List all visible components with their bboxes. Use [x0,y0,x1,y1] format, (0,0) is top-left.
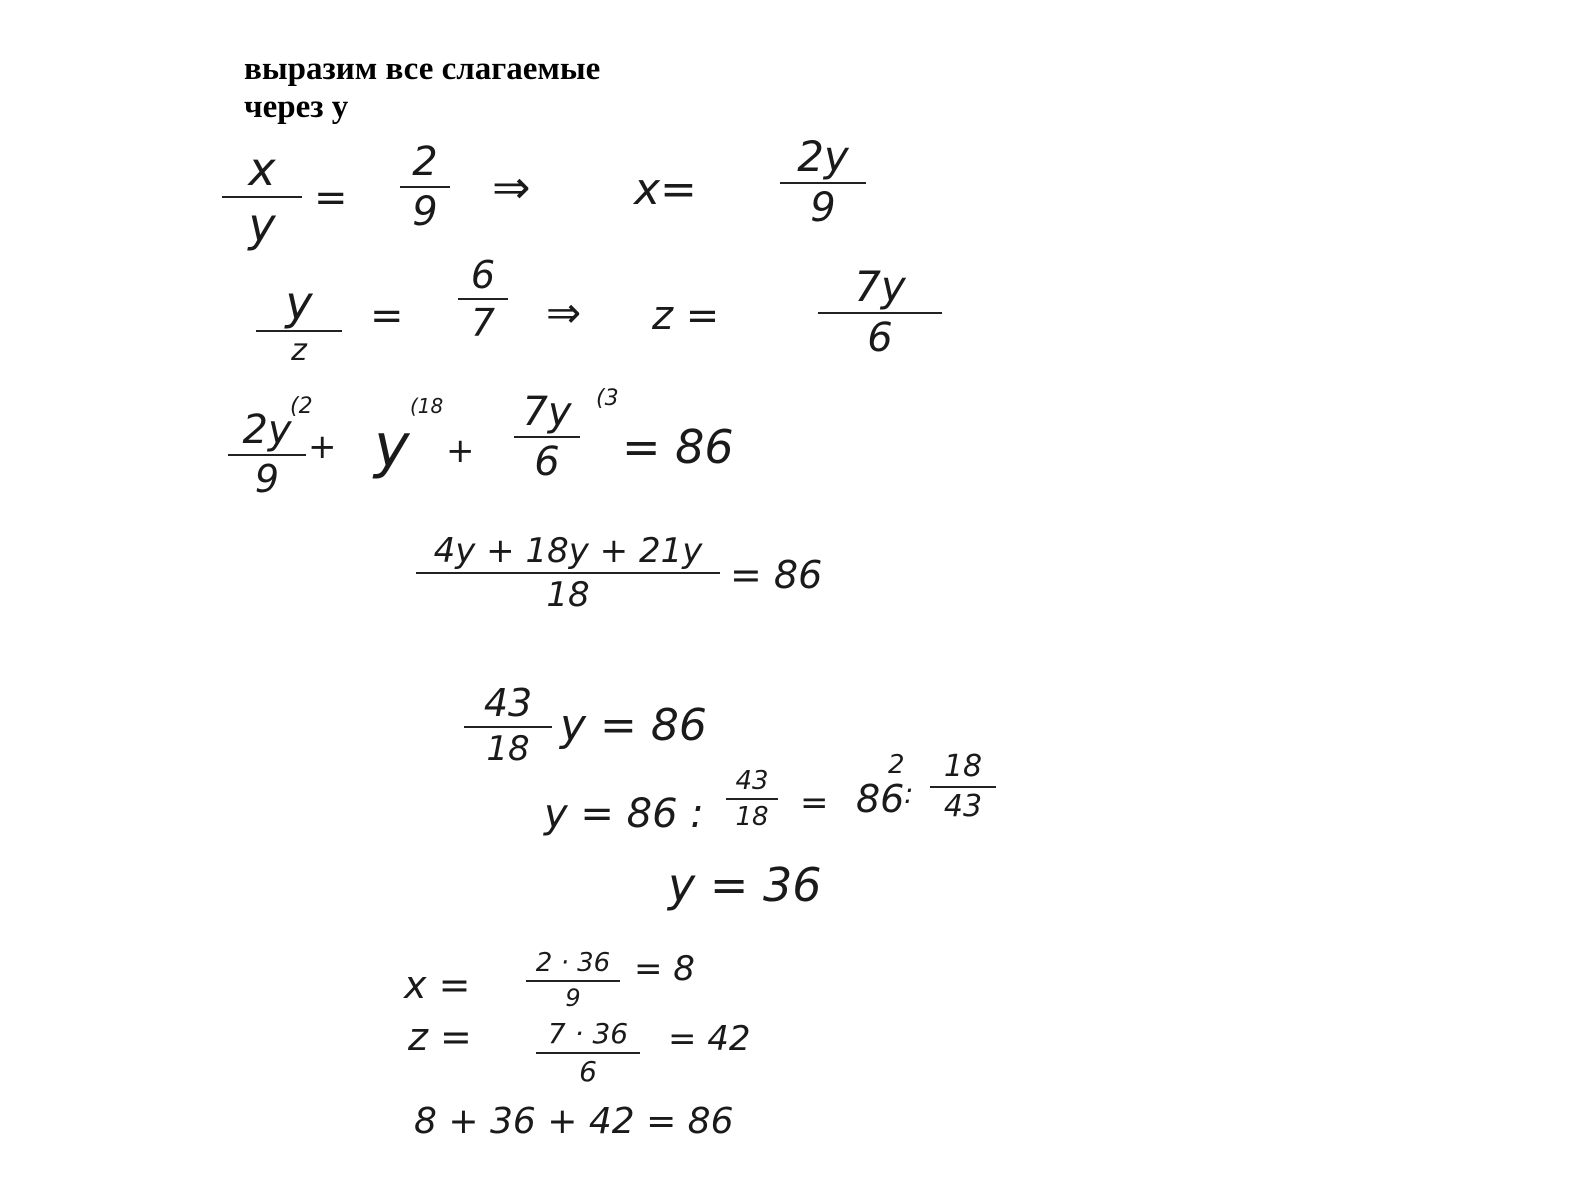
fraction-denominator: 6 [579,1055,597,1088]
fraction-denominator: 6 [867,315,893,361]
fraction-bar [256,330,342,332]
row-1-x-over-y [222,142,302,252]
fraction-numerator: 18 [943,749,983,784]
fraction-bar [818,312,942,314]
fraction-bar [780,182,866,184]
fraction-bar [726,798,778,800]
row-2-equals: = [370,293,404,339]
heading [244,50,600,126]
row-1-equals: = [314,175,348,221]
row-3-plus-1: + [308,427,337,467]
fraction-numerator: 2 · 36 [535,948,611,978]
row-3-term-1-multiplier: (2 [290,394,313,419]
fraction-denominator: 18 [486,729,530,769]
row-6-fraction-2 [930,749,996,824]
row-3-term-2-multiplier: (18 [410,394,444,418]
row-2-y-over-z [256,276,342,368]
row-9-rhs: = 42 [668,1019,751,1059]
row-3-term-1 [228,407,306,501]
fraction-bar [536,1052,640,1054]
row-2-result [818,262,942,361]
fraction-denominator: z [291,333,307,368]
row-4-fraction [416,531,720,615]
row-4-rhs: = 86 [730,553,823,597]
fraction-denominator: 9 [565,984,581,1012]
row-3-term-2: y [374,411,410,481]
fraction-numerator: 2y [242,407,292,453]
row-9-fraction [536,1017,640,1088]
fraction-bar [526,980,620,982]
row-2-implies: ⇒ [546,288,582,337]
row-5-fraction [464,681,552,769]
fraction-numerator: 43 [483,681,533,725]
fraction-bar [514,436,580,438]
heading-line-1: выразим все слагаемые [244,51,601,87]
fraction-numerator: 6 [470,253,496,297]
fraction-denominator: 7 [470,301,496,345]
fraction-denominator: 18 [546,575,590,615]
fraction-bar [930,786,996,788]
fraction-bar [464,726,552,728]
row-8-fraction [526,950,620,1010]
row-6-equals: = [800,783,829,823]
fraction-denominator: 9 [412,189,438,235]
row-1-implies: ⇒ [492,160,531,214]
row-6-colon: : [904,777,914,810]
fraction-numerator: 7y [522,389,572,435]
heading-line-2: через y [244,89,349,125]
row-2-six-sevenths [458,253,508,345]
row-7-result-y: y = 36 [668,858,822,912]
row-3-rhs: = 86 [622,420,734,474]
fraction-bar [458,298,508,300]
row-6-value: 86 [856,777,905,821]
row-3-term-3-multiplier: (3 [596,386,619,411]
row-2-z-equals: z = [652,293,720,339]
row-6-fraction-1 [726,768,778,830]
fraction-numerator: 2y [797,132,849,181]
fraction-bar [400,186,450,188]
row-3-plus-2: + [446,431,475,471]
row-6-lhs: y = 86 : [544,791,704,837]
row-1-two-ninths [400,139,450,235]
fraction-numerator: 2 [412,139,438,185]
fraction-bar [416,572,720,574]
row-5-rest: y = 86 [560,700,707,751]
row-3-term-3 [514,389,580,485]
row-1-result [780,132,866,231]
fraction-bar [228,454,306,456]
fraction-numerator: 7y [854,262,906,311]
fraction-numerator: y [285,276,313,330]
row-9-lhs: z = [408,1015,472,1059]
row-8-lhs: x = [404,963,471,1007]
fraction-numerator: 7 · 36 [547,1017,629,1050]
fraction-denominator: 9 [254,457,280,501]
fraction-numerator: 43 [735,766,769,796]
fraction-denominator: 6 [534,439,560,485]
row-10-check: 8 + 36 + 42 = 86 [414,1101,734,1142]
fraction-denominator: 18 [735,802,769,832]
row-1-x-equals: x= [634,164,697,215]
row-6-value-sup: 2 [888,750,905,780]
fraction-numerator: 4y + 18y + 21y [433,531,703,571]
fraction-numerator: x [248,142,276,196]
fraction-denominator: 9 [810,185,836,231]
fraction-denominator: y [248,198,276,252]
fraction-denominator: 43 [943,789,983,824]
row-8-rhs: = 8 [634,949,695,989]
